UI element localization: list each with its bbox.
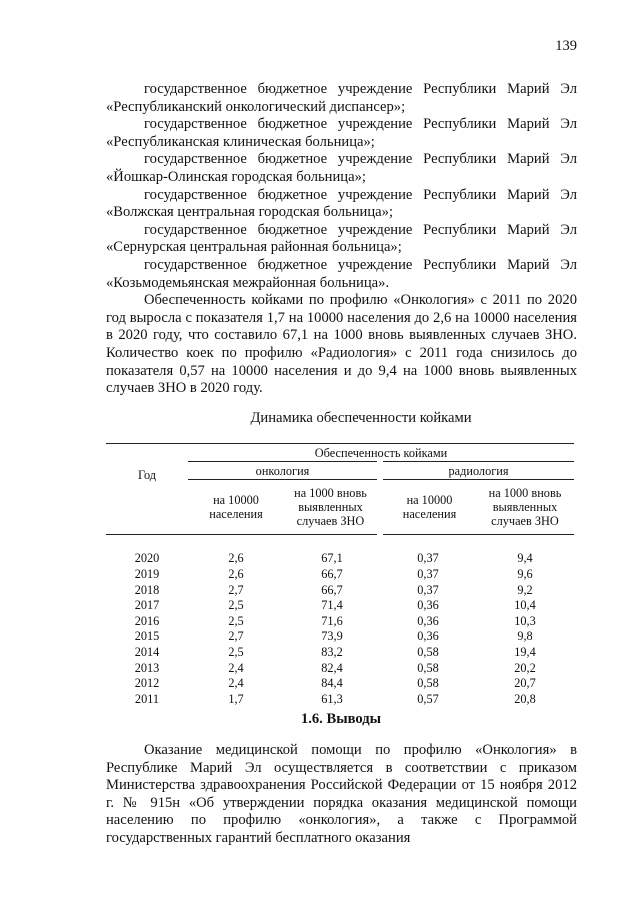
value-cell: 82,4: [321, 660, 343, 675]
column-header-rad-per-10000: на 10000 населения: [380, 480, 476, 535]
value-cell: 2,5: [228, 598, 244, 613]
value-cell: 9,8: [517, 629, 533, 644]
year-cell: 2013: [134, 660, 160, 675]
year-cell: 2015: [134, 629, 160, 644]
bed-supply-table-container: [106, 443, 574, 707]
column-header-onc-per-1000: на 1000 вновь выявленных случаев ЗНО: [284, 480, 380, 535]
year-cell: 2019: [134, 566, 160, 581]
value-cell: 2,6: [228, 566, 244, 581]
value-cell: 83,2: [321, 644, 343, 659]
value-cell: 20,2: [514, 660, 536, 675]
value-cell: 0,36: [417, 598, 439, 613]
value-cell: 2,5: [228, 644, 244, 659]
value-cell: 2,6: [228, 551, 244, 566]
value-cell: 2,4: [228, 676, 244, 691]
table-row: [106, 660, 574, 676]
year-cell: 2017: [134, 598, 160, 613]
table-row: [106, 629, 574, 645]
table-body: [106, 535, 574, 707]
page-number: 139: [555, 38, 577, 54]
section-heading: 1.6. Выводы: [300, 711, 382, 727]
value-cell: 0,58: [417, 676, 439, 691]
body-text: [106, 81, 577, 398]
year-cell: 2014: [134, 644, 160, 659]
value-cell: 0,58: [417, 660, 439, 675]
value-cell: 19,4: [514, 644, 536, 659]
table-row: [106, 597, 574, 613]
subgroup-header-oncology: онкология: [188, 462, 380, 480]
value-cell: 71,4: [321, 598, 343, 613]
table-row: [106, 566, 574, 582]
paragraph-volzhsk-hospital: государственное бюджетное учреждение Республики Марий Эл «Волжская центральная городская больница»;: [106, 186, 577, 221]
paragraph-sernur-hospital: государственное бюджетное учреждение Республики Марий Эл «Сернурская центральная районная больница»;: [106, 221, 577, 256]
table-row: [106, 691, 574, 707]
value-cell: 20,7: [514, 676, 536, 691]
value-cell: 9,6: [517, 566, 533, 581]
value-cell: 20,8: [514, 691, 536, 706]
value-cell: 0,37: [417, 582, 439, 597]
value-cell: 10,4: [514, 598, 536, 613]
value-cell: 0,57: [417, 691, 439, 706]
value-cell: 0,37: [417, 551, 439, 566]
group-header: Обеспеченность койками: [188, 444, 574, 462]
paragraph-oncology-dispensary: государственное бюджетное учреждение Республики Марий Эл «Республиканский онкологический диспансер»;: [106, 81, 577, 115]
paragraph-conclusion: Оказание медицинской помощи по профилю «Онкология» в Республике Марий Эл осуществляется в соответствии с приказом Министерства здравоохранения Российской Федерации от 15 ноября 2012 г. № 915н «Об утверждении порядка оказания медицинской помощи населению по профилю «онкология», а также с Программой государственных гарантий бесплатного оказания: [106, 742, 577, 846]
value-cell: 71,6: [321, 613, 343, 628]
table-row: [106, 675, 574, 691]
paragraph-kozmodemyansk-hospital: государственное бюджетное учреждение Республики Марий Эл «Козьмодемьянская межрайонная больница».: [106, 256, 577, 291]
table-row: [106, 644, 574, 660]
value-cell: 0,36: [417, 613, 439, 628]
year-cell: 2018: [134, 582, 160, 597]
bed-supply-table: [106, 443, 574, 707]
value-cell: 0,36: [417, 629, 439, 644]
year-cell: 2016: [134, 613, 160, 628]
table-row: [106, 582, 574, 598]
conclusion-text: [106, 742, 577, 848]
value-cell: 66,7: [321, 582, 343, 597]
value-cell: 9,2: [517, 582, 533, 597]
paragraph-clinical-hospital: государственное бюджетное учреждение Республики Марий Эл «Республиканская клиническая больница»;: [106, 116, 577, 150]
value-cell: 0,37: [417, 566, 439, 581]
value-cell: 2,4: [228, 660, 244, 675]
column-header-rad-per-1000: на 1000 вновь выявленных случаев ЗНО: [476, 480, 574, 535]
column-header-onc-per-10000: на 10000 населения: [188, 480, 284, 535]
value-cell: 2,5: [228, 613, 244, 628]
value-cell: 2,7: [228, 629, 244, 644]
table-title: Динамика обеспеченности койками: [250, 410, 472, 426]
value-cell: 1,7: [228, 691, 244, 706]
year-cell: 2012: [134, 676, 160, 691]
value-cell: 9,4: [517, 551, 533, 566]
table-row: [106, 613, 574, 629]
value-cell: 0,58: [417, 644, 439, 659]
value-cell: 2,7: [228, 582, 244, 597]
subgroup-header-radiology: радиология: [380, 462, 574, 480]
value-cell: 67,1: [321, 551, 343, 566]
paragraph-bed-supply-summary: Обеспеченность койками по профилю «Онкология» с 2011 по 2020 год выросла с показателя 1,7 на 10000 населения до 2,6 на 10000 населения в 2020 году, что составило 67,1 на 1000 вновь выявленных случаев ЗНО. Количество коек по профилю «Радиология» с 2011 года снизилось до показателя 0,57 на 10000 населения и до 9,4 на 1000 вновь выявленных случаев ЗНО в 2020 году.: [106, 292, 577, 397]
year-cell: 2011: [134, 691, 160, 706]
value-cell: 73,9: [321, 629, 343, 644]
value-cell: 10,3: [514, 613, 536, 628]
year-column-header: Год: [106, 444, 188, 535]
year-cell: 2020: [134, 551, 160, 566]
value-cell: 66,7: [321, 566, 343, 581]
value-cell: 84,4: [321, 676, 343, 691]
paragraph-yoshkar-ola-hospital: государственное бюджетное учреждение Республики Марий Эл «Йошкар-Олинская городская больница»;: [106, 151, 577, 185]
table-row: [106, 551, 574, 567]
value-cell: 61,3: [321, 691, 343, 706]
